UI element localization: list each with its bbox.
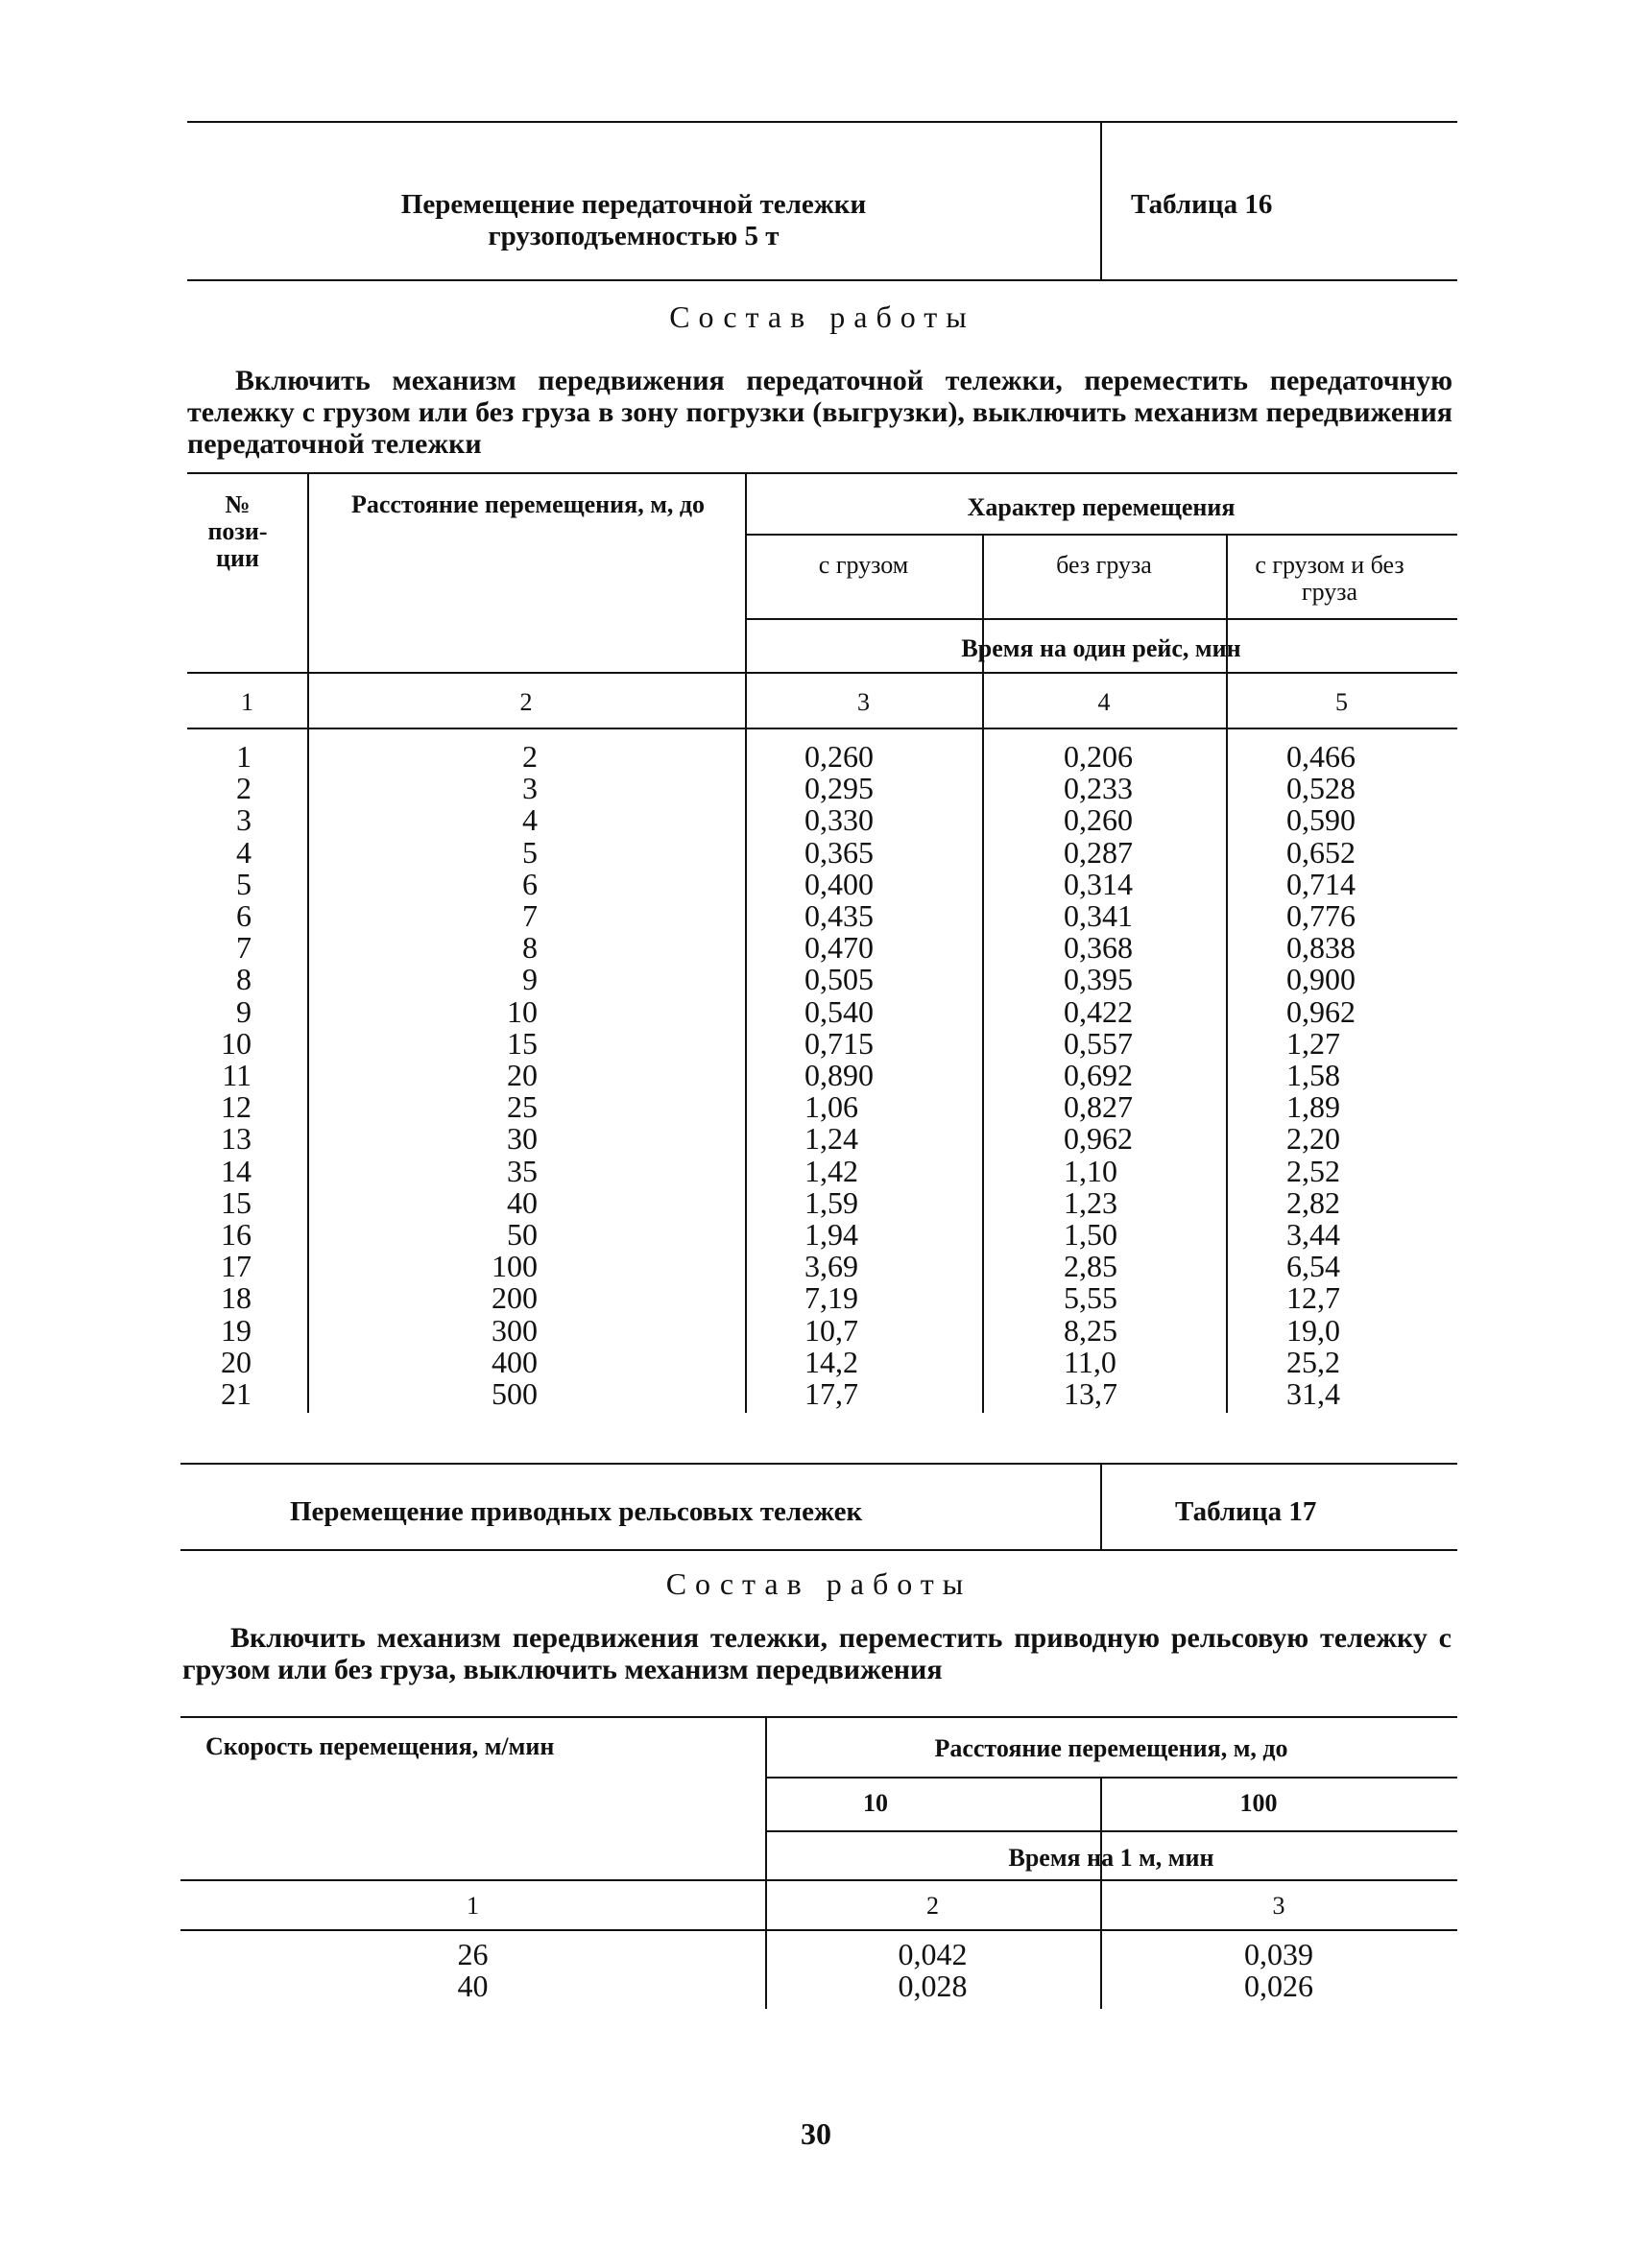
table-cell: 21	[221, 1376, 252, 1411]
table-cell: 5	[236, 866, 252, 901]
table-cell: 50	[507, 1217, 538, 1252]
header-100m: 100	[1239, 1789, 1278, 1817]
table-cell: 6,54	[1286, 1249, 1340, 1284]
table-cell: 0,260	[804, 739, 874, 774]
table-cell: 26	[457, 1937, 489, 1971]
divider	[180, 1716, 1457, 1718]
table-cell: 0,206	[1064, 739, 1133, 774]
table-cell: 7	[236, 930, 252, 966]
table17-label: Таблица 17	[1175, 1496, 1317, 1527]
table-cell: 31,4	[1286, 1376, 1340, 1411]
column-number: 3	[857, 688, 870, 716]
table-cell: 10	[507, 993, 538, 1029]
divider	[180, 1463, 1457, 1465]
table-cell: 3,44	[1286, 1217, 1340, 1252]
column-number: 1	[467, 1892, 479, 1920]
table-cell: 0,295	[804, 771, 874, 806]
table-cell: 35	[507, 1153, 538, 1188]
table-cell: 0,466	[1286, 739, 1356, 774]
table-cell: 8	[522, 930, 538, 966]
table-cell: 6	[522, 866, 538, 901]
table-cell: 1,94	[804, 1217, 858, 1252]
header-position: № пози-ции	[207, 490, 268, 572]
table-cell: 20	[507, 1058, 538, 1092]
table-cell: 0,715	[804, 1025, 874, 1061]
divider	[180, 1929, 1457, 1931]
table-cell: 10	[221, 1025, 252, 1061]
table-cell: 500	[492, 1376, 538, 1411]
header-loaded: с грузом	[818, 551, 909, 579]
table-cell: 14	[221, 1153, 252, 1188]
table-cell: 0,039	[1244, 1937, 1313, 1971]
header-both: с грузом и без груза	[1255, 551, 1404, 606]
table-cell: 2,20	[1286, 1121, 1340, 1157]
table-cell: 5,55	[1064, 1280, 1117, 1316]
table-cell: 0,652	[1286, 834, 1356, 870]
table-cell: 18	[221, 1280, 252, 1316]
header-distance: Расстояние перемещения, м, до	[934, 1734, 1288, 1762]
table-cell: 3	[236, 802, 252, 838]
column-number: 4	[1097, 688, 1111, 716]
table-cell: 0,341	[1064, 898, 1133, 933]
table-cell: 7,19	[804, 1280, 858, 1316]
table-cell: 0,557	[1064, 1025, 1133, 1061]
divider	[765, 1830, 1457, 1832]
table16-description: Включить механизм передвижения передаточной тележки, переместить передаточную тележку с грузом или без груза в зону погрузки (выгрузки), выключить механизм передвижения передаточной тележки	[187, 365, 1452, 460]
table-cell: 0,435	[804, 898, 874, 933]
table-cell: 12,7	[1286, 1280, 1340, 1316]
divider	[1100, 121, 1102, 279]
table-cell: 4	[522, 802, 538, 838]
table-cell: 40	[457, 1969, 489, 2003]
table-cell: 400	[492, 1344, 538, 1379]
header-time: Время на 1 м, мин	[1008, 1844, 1214, 1872]
table-cell: 1,42	[804, 1153, 858, 1188]
table-cell: 10,7	[804, 1312, 858, 1348]
table-cell: 1,59	[804, 1184, 858, 1220]
divider	[187, 472, 1457, 474]
divider	[187, 121, 1457, 123]
table-cell: 25,2	[1286, 1344, 1340, 1379]
table-cell: 0,890	[804, 1058, 874, 1092]
header-distance: Расстояние перемещения, м, до	[350, 490, 706, 518]
table-cell: 3,69	[804, 1249, 858, 1284]
divider	[187, 728, 1457, 729]
table-cell: 0,714	[1286, 866, 1356, 901]
column-number: 2	[926, 1892, 939, 1920]
divider	[307, 472, 309, 1413]
table-cell: 0,042	[898, 1937, 968, 1971]
table-cell: 0,233	[1064, 771, 1133, 806]
divider	[745, 472, 747, 1413]
table-cell: 20	[221, 1344, 252, 1379]
divider	[187, 279, 1457, 281]
table-cell: 15	[507, 1025, 538, 1061]
table17-description: Включить механизм передвижения тележки, переместить приводную рельсовую тележку с грузом или без груза, выключить механизм передвижения	[182, 1622, 1452, 1685]
header-character: Характер перемещения	[967, 493, 1236, 521]
table-cell: 0,368	[1064, 930, 1133, 966]
table-cell: 0,962	[1064, 1121, 1133, 1157]
table-cell: 2,52	[1286, 1153, 1340, 1188]
table-cell: 2,85	[1064, 1249, 1117, 1284]
table-cell: 0,838	[1286, 930, 1356, 966]
column-number: 2	[519, 688, 533, 716]
table-cell: 1	[236, 739, 252, 774]
header-10m: 10	[863, 1789, 888, 1817]
table-cell: 15	[221, 1184, 252, 1220]
table-cell: 16	[221, 1217, 252, 1252]
table-cell: 2	[236, 771, 252, 806]
table-cell: 3	[522, 771, 538, 806]
table-cell: 1,50	[1064, 1217, 1117, 1252]
table-cell: 0,900	[1286, 962, 1356, 997]
table-cell: 17	[221, 1249, 252, 1284]
table-cell: 1,10	[1064, 1153, 1117, 1188]
table-cell: 8	[236, 962, 252, 997]
divider	[187, 672, 1457, 674]
table-cell: 6	[236, 898, 252, 933]
table-cell: 0,026	[1244, 1969, 1313, 2003]
table17-title: Перемещение приводных рельсовых тележек	[290, 1496, 863, 1527]
table-cell: 2	[522, 739, 538, 774]
table-cell: 1,89	[1286, 1089, 1340, 1125]
header-unloaded: без груза	[1056, 551, 1152, 579]
table-cell: 0,314	[1064, 866, 1133, 901]
table-cell: 2,82	[1286, 1184, 1340, 1220]
table-cell: 4	[236, 834, 252, 870]
divider	[1100, 1463, 1102, 1549]
table-cell: 0,540	[804, 993, 874, 1029]
table16-label: Таблица 16	[1131, 189, 1273, 220]
table-cell: 200	[492, 1280, 538, 1316]
table-cell: 17,7	[804, 1376, 858, 1411]
table-cell: 1,58	[1286, 1058, 1340, 1092]
table16-title: Перемещение передаточной тележки грузоподъемностью 5 т	[400, 189, 867, 251]
column-number: 3	[1272, 1892, 1285, 1920]
table-cell: 0,260	[1064, 802, 1133, 838]
divider	[745, 618, 1457, 620]
table-cell: 0,400	[804, 866, 874, 901]
table-cell: 0,505	[804, 962, 874, 997]
table16-section-heading: Состав работы	[669, 299, 975, 334]
table-cell: 9	[522, 962, 538, 997]
page-number: 30	[801, 2116, 831, 2151]
table-cell: 0,365	[804, 834, 874, 870]
divider	[180, 1879, 1457, 1881]
column-number: 5	[1335, 688, 1348, 716]
table-cell: 7	[522, 898, 538, 933]
table-cell: 13,7	[1064, 1376, 1117, 1411]
table-cell: 8,25	[1064, 1312, 1117, 1348]
table-cell: 0,962	[1286, 993, 1356, 1029]
table-cell: 0,776	[1286, 898, 1356, 933]
table-cell: 12	[221, 1089, 252, 1125]
table-cell: 30	[507, 1121, 538, 1157]
table-cell: 0,827	[1064, 1089, 1133, 1125]
table-cell: 9	[236, 993, 252, 1029]
table-cell: 0,028	[898, 1969, 968, 2003]
table-cell: 1,27	[1286, 1025, 1340, 1061]
table-cell: 100	[492, 1249, 538, 1284]
table-cell: 1,06	[804, 1089, 858, 1125]
table-cell: 0,470	[804, 930, 874, 966]
table-cell: 25	[507, 1089, 538, 1125]
table-cell: 0,287	[1064, 834, 1133, 870]
table-cell: 19,0	[1286, 1312, 1340, 1348]
divider	[1226, 534, 1228, 1413]
column-number: 1	[241, 688, 253, 716]
table-cell: 300	[492, 1312, 538, 1348]
table-cell: 14,2	[804, 1344, 858, 1379]
table-cell: 13	[221, 1121, 252, 1157]
table-cell: 0,330	[804, 802, 874, 838]
table-cell: 0,422	[1064, 993, 1133, 1029]
table-cell: 0,590	[1286, 802, 1356, 838]
table-cell: 0,395	[1064, 962, 1133, 997]
table-cell: 0,692	[1064, 1058, 1133, 1092]
table-cell: 0,528	[1286, 771, 1356, 806]
divider	[745, 534, 1457, 536]
divider	[765, 1777, 1457, 1779]
table-cell: 1,24	[804, 1121, 858, 1157]
divider	[180, 1549, 1457, 1551]
table-cell: 5	[522, 834, 538, 870]
table-cell: 40	[507, 1184, 538, 1220]
header-speed: Скорость перемещения, м/мин	[205, 1732, 555, 1760]
table-cell: 19	[221, 1312, 252, 1348]
header-time: Время на один рейс, мин	[961, 634, 1241, 662]
divider	[982, 534, 984, 1413]
table-cell: 11,0	[1064, 1344, 1116, 1379]
table-cell: 1,23	[1064, 1184, 1117, 1220]
table17-section-heading: Состав работы	[665, 1566, 972, 1601]
table-cell: 11	[222, 1058, 252, 1092]
